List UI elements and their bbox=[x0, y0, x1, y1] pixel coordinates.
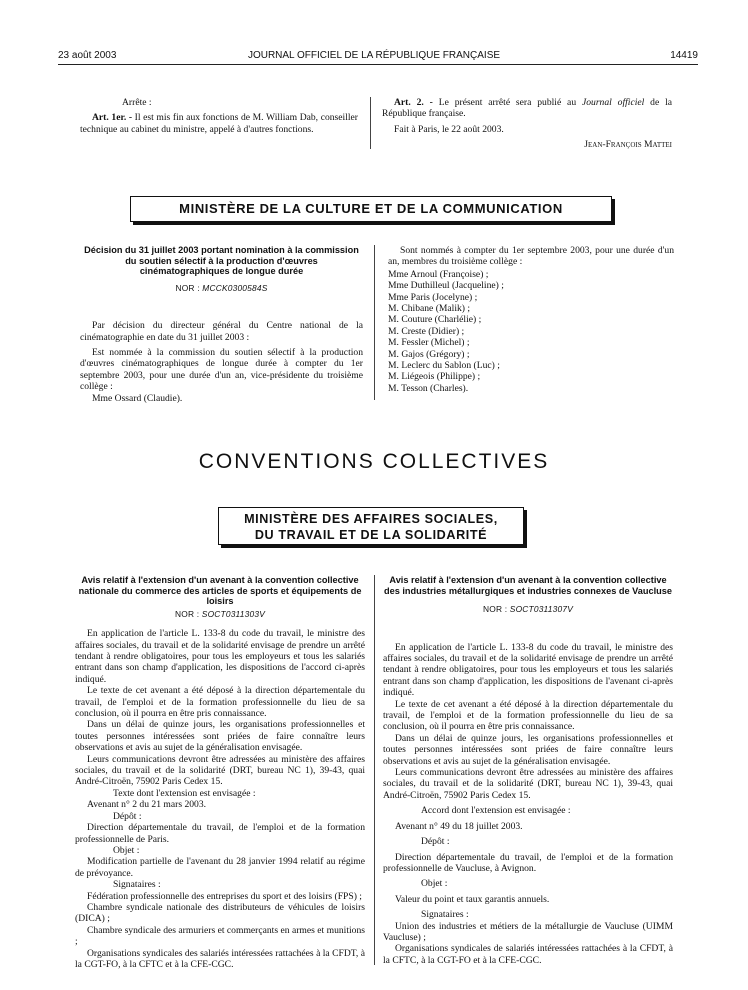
member-name: M. Leclerc du Sablon (Luc) ; bbox=[388, 360, 500, 372]
avis-left-p2: Le texte de cet avenant a été déposé à la direction départementale du travail, de l'emploi et de la formation professionnelle du lieu de sa conclusion, où il pourra en être pris connaissance. bbox=[75, 685, 365, 720]
members-intro: Sont nommés à compter du 1er septembre 2003, pour une durée d'un an, membres du troisième collège : bbox=[388, 245, 674, 268]
avis-right-avenant: Avenant n° 49 du 18 juillet 2003. bbox=[395, 820, 523, 832]
nor-label: NOR : bbox=[174, 608, 200, 619]
signataire-item: Organisations syndicales des salariés intéressées rattachées à la CFDT, à la CGT-FO, à la CFTC et à la CFE-CGC. bbox=[75, 947, 365, 970]
member-name: M. Creste (Didier) ; bbox=[388, 325, 465, 337]
signature-line bbox=[382, 139, 672, 150]
conventions-title: CONVENTIONS COLLECTIVES bbox=[198, 450, 550, 473]
member-name: M. Gajos (Grégory) ; bbox=[388, 348, 470, 360]
avis-right-objet-heading: Objet : bbox=[421, 878, 448, 890]
decision-right-column bbox=[388, 245, 674, 394]
member-name: Mme Paris (Jocelyne) ; bbox=[388, 291, 478, 303]
member-name: M. Chibane (Malik) ; bbox=[388, 303, 471, 315]
column-divider bbox=[374, 245, 375, 400]
fait-a-paris: Fait à Paris, le 22 août 2003. bbox=[394, 123, 504, 135]
avis-right-p1: En application de l'article L. 133-8 du code du travail, le ministre des affaires sociales, du travail et de la solidarité envisage de prendre un arrêté tendant à rendre obligatoires, pour tous les employeurs et tous les salariés entrant dans son champ d'application, les dispositions de l'avenant ci-après indiqué. bbox=[383, 641, 673, 699]
member-name: M. Couture (Charlélie) ; bbox=[388, 314, 482, 326]
decision-title: Décision du 31 juillet 2003 portant nomination à la commission du soutien sélectif à la production d'œuvres cinématographiques de longue durée bbox=[84, 245, 359, 277]
nor-label: NOR : bbox=[175, 282, 200, 293]
article-1-label: Art. 1er. - bbox=[92, 112, 133, 124]
avis-left-nor bbox=[75, 609, 365, 620]
avis-right-p4: Leurs communications devront être adressées au ministère des affaires sociales, du travail et de la solidarité (DRT, bureau NC 1), 39-43, quai André-Citroën, 75902 Paris Cedex 15. bbox=[383, 767, 673, 801]
member-name: Mme Arnoul (Françoise) ; bbox=[388, 268, 489, 280]
signataire-item: Chambre syndicale nationale des distributeurs de véhicules de loisirs (DICA) ; bbox=[75, 901, 365, 925]
avis-left-column bbox=[75, 575, 365, 970]
article-2-text-b: de la République française. bbox=[382, 97, 672, 120]
decision-p3: Mme Ossard (Claudie). bbox=[92, 392, 183, 404]
avis-right-p2: Le texte de cet avenant a été déposé à la direction départementale du travail, de l'emploi et de la formation professionnelle du lieu de sa conclusion, où il pourra en être pris connaissance. bbox=[383, 698, 673, 733]
arrete-text: Arrête : bbox=[122, 97, 152, 108]
avis-right-nor bbox=[383, 604, 673, 615]
signataire-item: Chambre syndicale des armuriers et commerçants en armes et munitions ; bbox=[75, 924, 365, 948]
nor-code: SOCT0311303V bbox=[201, 608, 266, 619]
decision-left-column bbox=[80, 245, 363, 404]
avis-right-title: Avis relatif à l'extension d'un avenant à la convention collective des industries métallurgiques et industries connexes de Vaucluse bbox=[384, 575, 672, 596]
avis-left-objet: Modification partielle de l'avenant du 28 janvier 1994 relatif au régime de prévoyance. bbox=[75, 856, 365, 879]
avis-left-texte: Texte dont l'extension est envisagée : bbox=[113, 787, 256, 799]
column-divider bbox=[370, 97, 371, 149]
article-1-text: Il est mis fin aux fonctions de M. William Dab, conseiller technique au cabinet du ministre, appelé à d'autres fonctions. bbox=[80, 112, 358, 135]
article-2-label: Art. 2. - bbox=[394, 97, 433, 108]
avis-left-p3: Dans un délai de quinze jours, les organisations professionnelles et toutes personnes intéressées sont priées de faire connaître leurs observations et avis au sujet de la généralisation envisagée. bbox=[75, 719, 365, 754]
issue-date: 23 août 2003 bbox=[58, 50, 117, 61]
top-left-column bbox=[80, 97, 358, 135]
signataire-item: Union des industries et métiers de la métallurgie de Vaucluse (UIMM Vaucluse) ; bbox=[383, 920, 673, 943]
ministry-culture-box bbox=[130, 196, 612, 222]
header-rule bbox=[58, 64, 698, 65]
member-name: M. Fessler (Michel) ; bbox=[388, 337, 470, 349]
avis-right-depot-heading: Dépôt : bbox=[421, 836, 450, 848]
ministry-culture-title: MINISTÈRE DE LA CULTURE ET DE LA COMMUNICATION bbox=[179, 201, 563, 216]
page-number: 14419 bbox=[670, 50, 698, 61]
avis-right-p3: Dans un délai de quinze jours, les organisations professionnelles et toutes personnes intéressées sont priées de faire connaître leurs observations et avis au sujet de la généralisation envisagée. bbox=[383, 732, 673, 767]
decision-p2: Est nommée à la commission du soutien sélectif à la production d'œuvres cinématographiques de longue durée à compter du 1er septembre 2003, pour une durée d'un an, vice-présidente du troisième collège : bbox=[80, 347, 363, 393]
avis-left-depot-heading: Dépôt : bbox=[113, 810, 142, 822]
nor-code: MCCK0300584S bbox=[202, 282, 268, 293]
avis-right-signataires-heading: Signataires : bbox=[421, 909, 469, 921]
ministry-social-line2: DU TRAVAIL ET DE LA SOLIDARITÉ bbox=[254, 528, 488, 542]
avis-right-column bbox=[383, 575, 673, 966]
avis-right-signataires bbox=[383, 921, 673, 967]
column-divider bbox=[374, 575, 375, 965]
nor-label: NOR : bbox=[482, 604, 508, 615]
avis-left-avenant: Avenant n° 2 du 21 mars 2003. bbox=[87, 799, 207, 811]
avis-left-signataires bbox=[75, 891, 365, 971]
avis-right-objet: Valeur du point et taux garantis annuels. bbox=[395, 893, 550, 905]
avis-left-objet-heading: Objet : bbox=[113, 844, 140, 856]
decision-nor bbox=[80, 283, 363, 294]
avis-left-title: Avis relatif à l'extension d'un avenant à la convention collective nationale du commerce des articles de sports et équipements de loisirs bbox=[78, 575, 362, 607]
avis-right-texte: Accord dont l'extension est envisagée : bbox=[421, 805, 571, 817]
avis-left-depot: Direction départementale du travail, de l'emploi et de la formation professionnelle de Paris. bbox=[75, 822, 365, 845]
article-1 bbox=[80, 112, 358, 135]
journal-officiel-ref: Journal officiel bbox=[581, 97, 645, 108]
ministry-social-box bbox=[218, 507, 524, 545]
avis-left-p1: En application de l'article L. 133-8 du code du travail, le ministre des affaires sociales, du travail et de la solidarité envisage de prendre un arrêté tendant à rendre obligatoires, pour tous les employeurs et tous les salariés entrant dans son champ d'application, les dispositions de l'accord ci-après indiqué. bbox=[75, 628, 365, 685]
avis-right-depot: Direction départementale du travail, de l'emploi et de la formation professionnelle de Vaucluse, à Avignon. bbox=[383, 851, 673, 874]
journal-title: JOURNAL OFFICIEL DE LA RÉPUBLIQUE FRANÇAISE bbox=[247, 50, 501, 61]
decision-p1: Par décision du directeur général du Centre national de la cinématographie en date du 31 juillet 2003 : bbox=[80, 320, 363, 343]
avis-left-p4: Leurs communications devront être adressées au ministère des affaires sociales, du travail et de la solidarité (DRT, bureau NC 1), 39-43, quai André-Citroën, 75902 Paris Cedex 15. bbox=[75, 753, 365, 788]
article-2 bbox=[382, 97, 672, 120]
member-name: Mme Duthilleul (Jacqueline) ; bbox=[388, 280, 504, 292]
nor-code: SOCT0311307V bbox=[509, 604, 574, 615]
signataire-item: Organisations syndicales de salariés intéressées rattachées à la CFDT, à la CFTC, à la CGT-FO et à la CFE-CGC. bbox=[383, 943, 673, 966]
member-name: M. Liégeois (Philippe) ; bbox=[388, 371, 481, 383]
members-list bbox=[388, 269, 674, 394]
avis-left-signataires-heading: Signataires : bbox=[113, 879, 161, 891]
top-right-column bbox=[382, 97, 672, 151]
ministry-social-line1: MINISTÈRE DES AFFAIRES SOCIALES, bbox=[244, 512, 498, 526]
article-2-text-a: Le présent arrêté sera publié au bbox=[432, 97, 582, 108]
member-name: M. Tesson (Charles). bbox=[388, 382, 469, 394]
signature: Jean-François Mattei bbox=[584, 139, 672, 151]
signataire-item: Fédération professionnelle des entreprises du sport et des loisirs (FPS) ; bbox=[87, 890, 362, 902]
